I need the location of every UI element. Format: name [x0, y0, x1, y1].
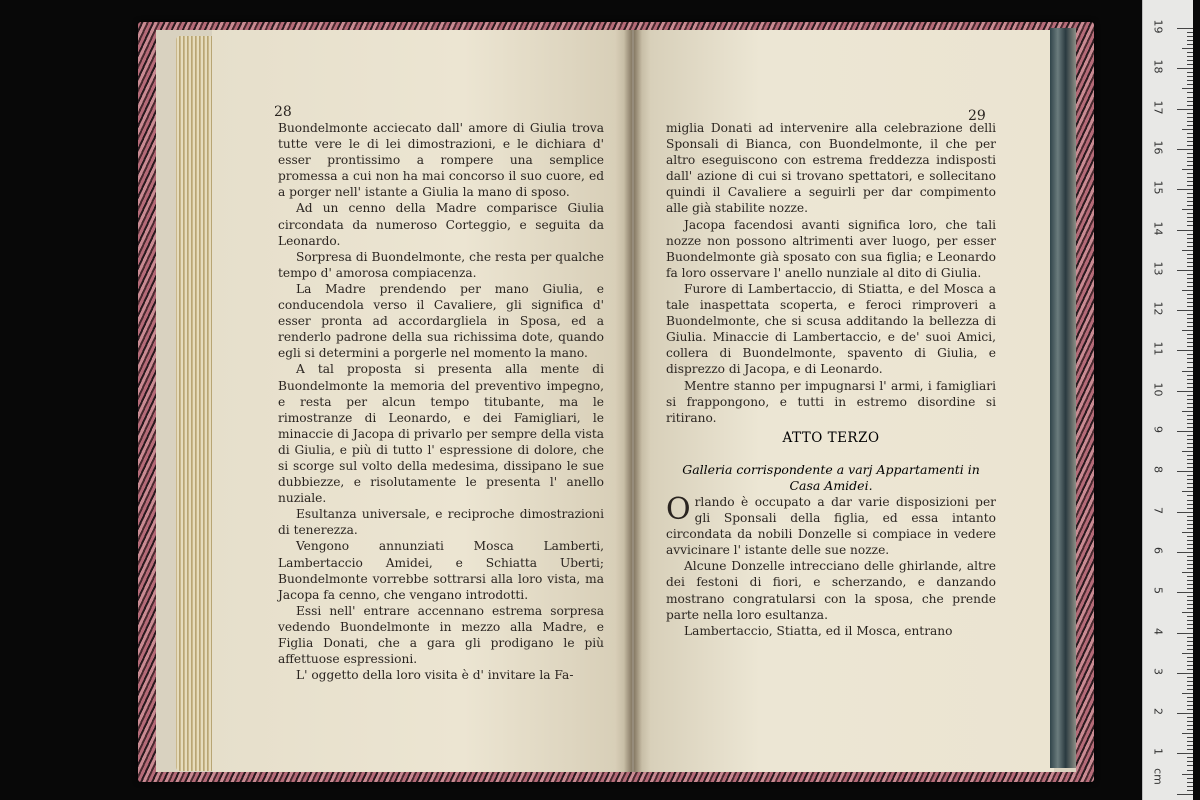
ruler-tick	[1177, 68, 1193, 69]
ruler-tick	[1187, 564, 1193, 565]
ruler-tick	[1177, 753, 1193, 754]
ruler-tick	[1187, 362, 1193, 363]
ruler-tick	[1187, 439, 1193, 440]
ruler-tick	[1187, 334, 1193, 335]
ruler-tick	[1187, 294, 1193, 295]
ruler-tick	[1187, 528, 1193, 529]
ruler-tick	[1187, 97, 1193, 98]
scene-title: Galleria corrispondente a varj Appartamenti in Casa Amidei.	[682, 462, 980, 493]
ruler-number: 18	[1151, 59, 1165, 74]
ruler-tick	[1187, 701, 1193, 702]
ruler-tick	[1187, 556, 1193, 557]
ruler-tick	[1187, 193, 1193, 194]
ruler-tick	[1187, 367, 1193, 368]
act-title: ATTO TERZO	[782, 430, 880, 446]
ruler-tick	[1187, 322, 1193, 323]
ruler-tick	[1187, 72, 1193, 73]
ruler-tick	[1187, 60, 1193, 61]
ruler-tick	[1187, 266, 1193, 267]
ruler-tick	[1177, 471, 1193, 472]
ruler-tick	[1187, 238, 1193, 239]
ruler-tick	[1187, 213, 1193, 214]
ruler-tick	[1182, 451, 1193, 452]
ruler-tick	[1187, 246, 1193, 247]
ruler-tick	[1187, 221, 1193, 222]
ruler-tick	[1182, 48, 1193, 49]
ruler-tick	[1187, 354, 1193, 355]
ruler-tick	[1187, 475, 1193, 476]
ruler-tick	[1177, 713, 1193, 714]
paragraph: Alcune Donzelle intrecciano delle ghirlande, altre dei festoni di fiori, e scherzando, e danzando mostrano congratularsi con la sposa, che prende parte nella loro esultanza.	[666, 559, 996, 622]
ruler-tick	[1187, 447, 1193, 448]
ruler-tick	[1182, 491, 1193, 492]
right-page-edges	[1050, 28, 1076, 768]
ruler-tick	[1187, 479, 1193, 480]
ruler-tick	[1187, 487, 1193, 488]
right-page-text-top	[666, 120, 996, 426]
ruler-tick	[1177, 633, 1193, 634]
ruler-number: 17	[1151, 100, 1165, 115]
paragraph: Sorpresa di Buondelmonte, che resta per qualche tempo d' amorosa compiacenza.	[278, 249, 604, 280]
ruler-tick	[1187, 560, 1193, 561]
ruler-tick	[1187, 36, 1193, 37]
ruler-tick	[1187, 596, 1193, 597]
ruler-tick	[1187, 483, 1193, 484]
ruler-tick	[1187, 141, 1193, 142]
ruler-tick	[1187, 399, 1193, 400]
ruler-tick	[1177, 350, 1193, 351]
ruler-tick	[1187, 314, 1193, 315]
ruler-tick	[1187, 157, 1193, 158]
ruler-tick	[1187, 145, 1193, 146]
ruler-tick	[1187, 757, 1193, 758]
ruler-tick	[1187, 52, 1193, 53]
ruler-tick	[1187, 242, 1193, 243]
ruler-tick	[1182, 330, 1193, 331]
ruler-tick	[1187, 338, 1193, 339]
ruler-tick	[1187, 717, 1193, 718]
ruler-number: 4	[1151, 627, 1165, 635]
ruler-tick	[1187, 185, 1193, 186]
ruler-number: 9	[1151, 426, 1165, 433]
paragraph: Esultanza universale, e reciproche dimostrazioni di tenerezza.	[278, 507, 604, 538]
ruler-tick	[1187, 669, 1193, 670]
ruler-tick	[1182, 290, 1193, 291]
paragraph: miglia Donati ad intervenire alla celebrazione delli Sponsali di Bianca, con Buondelmonte, il che per altro eseguiscono con estrema freddezza indisposti dall' azione di cui si trovano spettatori, e sollecitano quindi il Cavaliere a seguirli per dar compimento alle già stabilite nozze.	[666, 121, 996, 216]
ruler-tick	[1187, 749, 1193, 750]
ruler-tick	[1187, 282, 1193, 283]
ruler-tick	[1187, 463, 1193, 464]
ruler-tick	[1177, 673, 1193, 674]
ruler-tick	[1187, 665, 1193, 666]
ruler-number: 3	[1151, 667, 1165, 675]
ruler-tick	[1177, 189, 1193, 190]
right-page-text-bottom	[666, 494, 996, 639]
ruler-tick	[1187, 125, 1193, 126]
paragraph: Essi nell' entrare accennano estrema sorpresa vedendo Buondelmonte in mezzo alla Madre, e Figlia Donati, che a gara gli prodigano le più affettuose espressioni.	[278, 603, 604, 667]
paragraph	[666, 494, 996, 558]
ruler-tick	[1182, 733, 1193, 734]
ruler-tick	[1187, 786, 1193, 787]
ruler-tick	[1187, 608, 1193, 609]
ruler-tick	[1177, 149, 1193, 150]
ruler-tick	[1187, 177, 1193, 178]
ruler-unit: cm	[1151, 768, 1165, 785]
paragraph: Furore di Lambertaccio, di Stiatta, e del Mosca a tale inaspettata scoperta, e feroci rimproveri a Buondelmonte, che si scusa additando la bellezza di Giulia. Minaccie di Lambertaccio, e de' suoi Amici, collera di Buondelmonte, spavento di Giulia, e disprezzo di Jacopa, e di Leonardo.	[666, 281, 996, 377]
ruler-tick	[1187, 649, 1193, 650]
ruler-tick	[1187, 217, 1193, 218]
ruler-tick	[1182, 250, 1193, 251]
ruler-tick	[1187, 765, 1193, 766]
ruler-tick	[1182, 88, 1193, 89]
ruler-tick	[1187, 379, 1193, 380]
ruler-tick	[1182, 371, 1193, 372]
ruler-tick	[1182, 653, 1193, 654]
ruler-number: 15	[1151, 180, 1165, 195]
ruler-tick	[1177, 270, 1193, 271]
ruler-tick	[1187, 161, 1193, 162]
ruler-tick	[1187, 427, 1193, 428]
ruler-tick	[1187, 778, 1193, 779]
ruler-tick	[1177, 431, 1193, 432]
right-page-number: 29	[968, 108, 986, 124]
ruler-tick	[1177, 230, 1193, 231]
ruler-tick	[1182, 693, 1193, 694]
ruler-tick	[1187, 616, 1193, 617]
ruler-tick	[1187, 548, 1193, 549]
ruler-number: 8	[1151, 466, 1165, 474]
ruler-number: 16	[1151, 140, 1165, 155]
ruler-tick	[1187, 133, 1193, 134]
ruler-tick	[1187, 395, 1193, 396]
ruler-tick	[1187, 298, 1193, 299]
ruler-tick	[1187, 455, 1193, 456]
ruler-tick	[1187, 661, 1193, 662]
ruler-tick	[1187, 782, 1193, 783]
ruler-tick	[1187, 407, 1193, 408]
ruler-tick	[1177, 592, 1193, 593]
ruler-tick	[1182, 169, 1193, 170]
ruler-tick	[1187, 306, 1193, 307]
ruler-tick	[1187, 117, 1193, 118]
paragraph: Jacopa facendosi avanti significa loro, che tali nozze non possono altrimenti aver luogo, per esser Buondelmonte già sposato con sua figlia; e Leonardo fa loro osservare l' anello nunziale al dito di Giulia.	[666, 217, 996, 280]
ruler-tick	[1187, 568, 1193, 569]
ruler-tick	[1187, 121, 1193, 122]
ruler-number: 5	[1151, 587, 1165, 595]
ruler-number: 12	[1151, 301, 1165, 316]
measurement-ruler	[1142, 0, 1193, 800]
ruler-tick	[1187, 40, 1193, 41]
ruler-number: 11	[1151, 341, 1165, 356]
ruler-tick	[1187, 286, 1193, 287]
ruler-tick	[1187, 423, 1193, 424]
ruler-tick	[1177, 28, 1193, 29]
ruler-tick	[1187, 201, 1193, 202]
ruler-tick	[1187, 76, 1193, 77]
ruler-tick	[1187, 225, 1193, 226]
ruler-tick	[1177, 794, 1193, 795]
ruler-tick	[1187, 685, 1193, 686]
ruler-tick	[1187, 84, 1193, 85]
ruler-tick	[1187, 254, 1193, 255]
ruler-tick	[1187, 524, 1193, 525]
ruler-tick	[1187, 516, 1193, 517]
ruler-tick	[1187, 101, 1193, 102]
ruler-tick	[1187, 576, 1193, 577]
paragraph: Ad un cenno della Madre comparisce Giulia circondata da numeroso Corteggio, e seguita da Leonardo.	[278, 201, 604, 248]
ruler-tick	[1187, 44, 1193, 45]
ruler-tick	[1187, 92, 1193, 93]
ruler-tick	[1187, 153, 1193, 154]
ruler-tick	[1187, 346, 1193, 347]
ruler-tick	[1187, 641, 1193, 642]
ruler-tick	[1187, 383, 1193, 384]
ruler-tick	[1187, 705, 1193, 706]
ruler-tick	[1177, 310, 1193, 311]
ruler-tick	[1187, 234, 1193, 235]
ruler-tick	[1182, 774, 1193, 775]
ruler-tick	[1187, 56, 1193, 57]
ruler-tick	[1187, 645, 1193, 646]
ruler-tick	[1187, 697, 1193, 698]
ruler-tick	[1187, 375, 1193, 376]
ruler-tick	[1187, 443, 1193, 444]
ruler-tick	[1187, 500, 1193, 501]
ruler-tick	[1187, 770, 1193, 771]
ruler-tick	[1187, 387, 1193, 388]
paragraph: Vengono annunziati Mosca Lamberti, Lambertaccio Amidei, e Schiatta Uberti; Buondelmonte vorrebbe sottrarsi alla loro vista, ma Jacopa fa cenno, che vengano introdotti.	[278, 539, 604, 602]
ruler-tick	[1187, 657, 1193, 658]
ruler-tick	[1187, 64, 1193, 65]
ruler-tick	[1187, 435, 1193, 436]
ruler-tick	[1182, 129, 1193, 130]
ruler-tick	[1187, 745, 1193, 746]
ruler-tick	[1187, 628, 1193, 629]
ruler-tick	[1182, 411, 1193, 412]
ruler-tick	[1187, 540, 1193, 541]
ruler-tick	[1187, 709, 1193, 710]
ruler-tick	[1187, 419, 1193, 420]
ruler-tick	[1187, 741, 1193, 742]
ruler-tick	[1187, 729, 1193, 730]
ruler-tick	[1187, 761, 1193, 762]
ruler-tick	[1187, 278, 1193, 279]
paragraph: Buondelmonte acciecato dall' amore di Giulia trova tutte vere le di lei dimostrazioni, e le dichiara d' esser prontissimo a rompere una semplice promessa a cui non ha mai concorso il suo cuore, ed a porger nell' istante a Giulia la mano di sposo.	[278, 121, 604, 200]
ruler-tick	[1187, 274, 1193, 275]
ruler-tick	[1187, 415, 1193, 416]
ruler-tick	[1187, 580, 1193, 581]
ruler-tick	[1187, 113, 1193, 114]
ruler-tick	[1187, 508, 1193, 509]
ruler-tick	[1187, 342, 1193, 343]
paragraph: L' oggetto della loro visita è d' invitare la Fa-	[296, 668, 574, 683]
ruler-tick	[1187, 721, 1193, 722]
paragraph: Mentre stanno per impugnarsi l' armi, i famigliari si frappongono, e tutti in estremo disordine si ritirano.	[666, 378, 996, 425]
ruler-number: 14	[1151, 221, 1165, 235]
ruler-tick	[1187, 504, 1193, 505]
ruler-tick	[1177, 512, 1193, 513]
ruler-tick	[1187, 173, 1193, 174]
left-page-number: 28	[274, 104, 292, 120]
paragraph-rest: rlando è occupato a dar varie disposizioni per gli Sponsali della figlia, ed essa intanto circondata da nobili Donzelle si compiace in vedere avvicinare l' istante delle sue nozze.	[666, 495, 996, 558]
ruler-tick	[1187, 32, 1193, 33]
drop-cap: O	[666, 492, 691, 527]
ruler-tick	[1187, 165, 1193, 166]
paragraph: Lambertaccio, Stiatta, ed il Mosca, entrano	[684, 623, 953, 638]
ruler-tick	[1187, 403, 1193, 404]
ruler-number: 10	[1151, 382, 1165, 397]
ruler-tick	[1187, 459, 1193, 460]
ruler-tick	[1187, 262, 1193, 263]
ruler-tick	[1187, 495, 1193, 496]
book-gutter	[624, 30, 642, 772]
ruler-number: 6	[1151, 546, 1165, 554]
paragraph: La Madre prendendo per mano Giulia, e conducendola verso il Cavaliere, gli significa d' esser pronta ad accordargliela in Sposa, ed a renderlo padrone della sua richissima dote, quando egli si determini a porgerle nel momento la mano.	[278, 281, 604, 361]
ruler-tick	[1187, 205, 1193, 206]
ruler-tick	[1187, 318, 1193, 319]
ruler-tick	[1187, 258, 1193, 259]
ruler-tick	[1187, 681, 1193, 682]
ruler-tick	[1187, 105, 1193, 106]
ruler-tick	[1177, 109, 1193, 110]
left-page-text	[278, 120, 604, 683]
ruler-number: 7	[1151, 506, 1165, 514]
ruler-tick	[1187, 197, 1193, 198]
ruler-tick	[1187, 725, 1193, 726]
ruler-number: 1	[1151, 748, 1165, 756]
ruler-tick	[1187, 737, 1193, 738]
ruler-tick	[1187, 588, 1193, 589]
ruler-tick	[1187, 544, 1193, 545]
ruler-tick	[1187, 536, 1193, 537]
ruler-tick	[1187, 584, 1193, 585]
ruler-tick	[1177, 391, 1193, 392]
ruler-tick	[1187, 302, 1193, 303]
ruler-tick	[1177, 552, 1193, 553]
ruler-tick	[1187, 620, 1193, 621]
ruler-tick	[1187, 137, 1193, 138]
ruler-tick	[1187, 604, 1193, 605]
paragraph: A tal proposta si presenta alla mente di Buondelmonte la memoria del preventivo impegno, e resta per alcun tempo titubante, ma le rimostranze di Leonardo, e dei Famigliari, le minaccie di Jacopa di privarlo per sempre della vista di Giulia, e più di tutto l' espressione di dolore, che si scorge sul volto della medesima, dissipano le sue dubbiezze, e risolutamente le presenta l' anello nuziale.	[278, 362, 604, 506]
ruler-tick	[1187, 637, 1193, 638]
ruler-tick	[1187, 790, 1193, 791]
ruler-tick	[1187, 326, 1193, 327]
ruler-tick	[1187, 689, 1193, 690]
ruler-tick	[1187, 80, 1193, 81]
ruler-number: 2	[1151, 708, 1165, 716]
ruler-tick	[1187, 520, 1193, 521]
ruler-number: 13	[1151, 261, 1165, 276]
ruler-tick	[1187, 600, 1193, 601]
ruler-tick	[1182, 572, 1193, 573]
ruler-tick	[1187, 467, 1193, 468]
ruler-tick	[1187, 677, 1193, 678]
ruler-tick	[1182, 532, 1193, 533]
ruler-number: 19	[1151, 19, 1165, 34]
ruler-tick	[1187, 624, 1193, 625]
ruler-tick	[1187, 181, 1193, 182]
ruler-tick	[1182, 209, 1193, 210]
ruler-tick	[1182, 612, 1193, 613]
ruler-tick	[1187, 358, 1193, 359]
